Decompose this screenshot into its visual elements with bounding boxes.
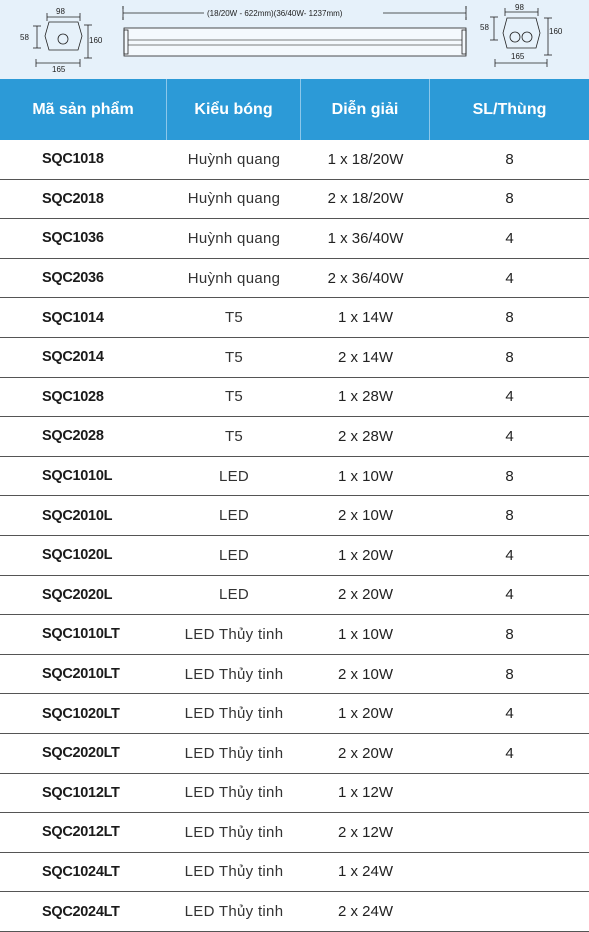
- product-code: SQC2020L: [42, 586, 113, 603]
- table-row: [0, 694, 589, 734]
- table-row: [0, 378, 589, 418]
- product-code: SQC2028: [42, 428, 104, 445]
- quantity-per-box: 4: [505, 546, 514, 564]
- quantity-per-box: 8: [505, 665, 514, 683]
- description: 1 x 20W: [337, 546, 394, 564]
- product-code: SQC2018: [42, 190, 104, 207]
- right-height-left-label: 58: [480, 23, 489, 32]
- description: 2 x 10W: [337, 665, 394, 683]
- description: 1 x 20W: [337, 705, 394, 723]
- bulb-type: T5: [224, 388, 244, 406]
- bulb-type: LED Thủy tinh: [184, 823, 284, 841]
- product-code: SQC2010L: [42, 507, 113, 524]
- description: 1 x 10W: [337, 625, 394, 643]
- table-row: [0, 259, 589, 299]
- product-code: SQC2020LT: [42, 745, 120, 762]
- product-code: SQC1010LT: [42, 626, 120, 643]
- bulb-type: LED Thủy tinh: [184, 665, 284, 683]
- description: 1 x 18/20W: [327, 150, 404, 168]
- description: 2 x 18/20W: [327, 190, 404, 208]
- description: 2 x 28W: [337, 427, 394, 445]
- left-width-top-label: 98: [56, 7, 65, 16]
- description: 2 x 12W: [337, 823, 394, 841]
- dimension-diagram: [0, 0, 589, 79]
- description: 2 x 20W: [337, 586, 394, 604]
- table-body: [0, 140, 589, 932]
- quantity-per-box: 8: [505, 625, 514, 643]
- table-row: [0, 615, 589, 655]
- quantity-per-box: 4: [505, 705, 514, 723]
- fixture-drawing: [0, 0, 589, 79]
- quantity-per-box: 4: [505, 744, 514, 762]
- bulb-type: LED Thủy tinh: [184, 705, 284, 723]
- bulb-type: T5: [224, 427, 244, 445]
- bulb-type: Huỳnh quang: [187, 190, 281, 208]
- product-code: SQC1020LT: [42, 705, 120, 722]
- bulb-type: LED Thủy tinh: [184, 744, 284, 762]
- table-row: [0, 734, 589, 774]
- description: 1 x 12W: [337, 784, 394, 802]
- length-label: (18/20W - 622mm)(36/40W- 1237mm): [207, 9, 343, 18]
- description: 1 x 14W: [337, 309, 394, 327]
- header-code: Mã sản phẩm: [0, 79, 167, 140]
- header-desc: Diễn giải: [301, 79, 430, 140]
- description: 2 x 24W: [337, 903, 394, 921]
- description: 2 x 10W: [337, 507, 394, 525]
- table-row: [0, 813, 589, 853]
- bulb-type: LED: [218, 507, 250, 525]
- right-width-top-label: 98: [515, 3, 524, 12]
- product-code: SQC2010LT: [42, 666, 120, 683]
- quantity-per-box: 4: [505, 269, 514, 287]
- quantity-per-box: 8: [505, 467, 514, 485]
- table-row: [0, 219, 589, 259]
- product-code: SQC1010L: [42, 468, 113, 485]
- product-code: SQC1020L: [42, 547, 113, 564]
- bulb-type: LED Thủy tinh: [184, 625, 284, 643]
- table-row: [0, 853, 589, 893]
- table-row: [0, 892, 589, 932]
- quantity-per-box: 8: [505, 190, 514, 208]
- table-row: [0, 536, 589, 576]
- table-row: [0, 140, 589, 180]
- bulb-type: T5: [224, 309, 244, 327]
- left-height-right-label: 160: [89, 36, 103, 45]
- description: 2 x 36/40W: [327, 269, 404, 287]
- table-row: [0, 457, 589, 497]
- product-code: SQC1028: [42, 388, 104, 405]
- table-row: [0, 298, 589, 338]
- bulb-type: LED Thủy tinh: [184, 903, 284, 921]
- description: 1 x 24W: [337, 863, 394, 881]
- table-row: [0, 417, 589, 457]
- table-row: [0, 338, 589, 378]
- product-code: SQC1018: [42, 151, 104, 168]
- header-qty: SL/Thùng: [472, 100, 547, 118]
- description: 1 x 36/40W: [327, 229, 404, 247]
- product-code: SQC1012LT: [42, 784, 120, 801]
- left-width-bottom-label: 165: [52, 65, 66, 74]
- quantity-per-box: 4: [505, 586, 514, 604]
- quantity-per-box: 4: [505, 229, 514, 247]
- quantity-per-box: 8: [505, 507, 514, 525]
- bulb-type: T5: [224, 348, 244, 366]
- product-code: SQC1014: [42, 309, 104, 326]
- bulb-type: LED: [218, 546, 250, 564]
- product-code: SQC2014: [42, 349, 104, 366]
- right-width-bottom-label: 165: [511, 52, 525, 61]
- quantity-per-box: 8: [505, 150, 514, 168]
- description: 1 x 10W: [337, 467, 394, 485]
- product-code: SQC2024LT: [42, 903, 120, 920]
- bulb-type: Huỳnh quang: [187, 150, 281, 168]
- table-row: [0, 774, 589, 814]
- right-height-right-label: 160: [549, 27, 563, 36]
- header-type: Kiểu bóng: [167, 79, 301, 140]
- bulb-type: Huỳnh quang: [187, 269, 281, 287]
- product-code: SQC1036: [42, 230, 104, 247]
- quantity-per-box: 8: [505, 348, 514, 366]
- bulb-type: LED Thủy tinh: [184, 784, 284, 802]
- quantity-per-box: 8: [505, 309, 514, 327]
- left-height-left-label: 58: [20, 33, 29, 42]
- quantity-per-box: 4: [505, 388, 514, 406]
- product-code: SQC2012LT: [42, 824, 120, 841]
- product-code: SQC2036: [42, 270, 104, 287]
- table-row: [0, 576, 589, 616]
- table-header: [0, 79, 589, 140]
- product-code: SQC1024LT: [42, 863, 120, 880]
- description: 2 x 20W: [337, 744, 394, 762]
- bulb-type: LED Thủy tinh: [184, 863, 284, 881]
- bulb-type: LED: [218, 586, 250, 604]
- bulb-type: LED: [218, 467, 250, 485]
- quantity-per-box: 4: [505, 427, 514, 445]
- description: 1 x 28W: [337, 388, 394, 406]
- table-row: [0, 180, 589, 220]
- bulb-type: Huỳnh quang: [187, 229, 281, 247]
- table-row: [0, 496, 589, 536]
- description: 2 x 14W: [337, 348, 394, 366]
- table-row: [0, 655, 589, 695]
